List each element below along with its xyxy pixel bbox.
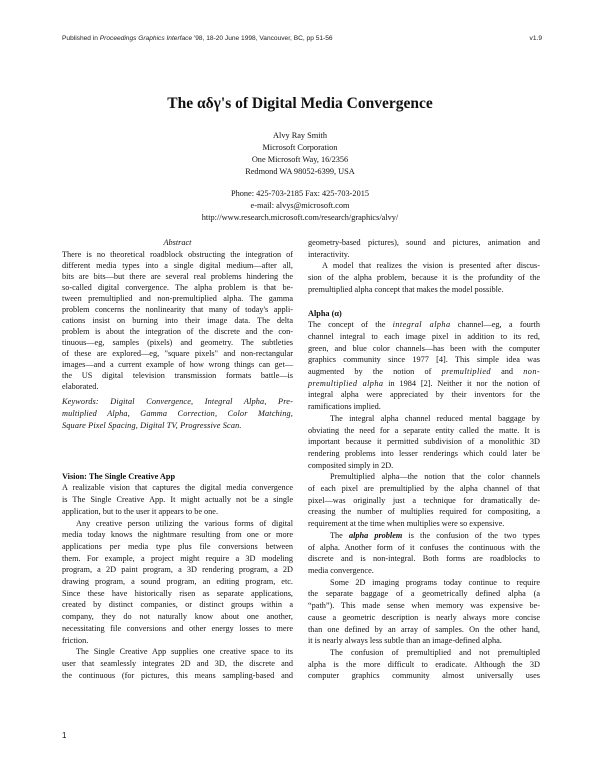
text-line: multiplied Alpha, Gamma Correction, Color Matching,	[62, 408, 293, 418]
author-address-1: One Microsoft Way, 16/2356	[251, 155, 349, 164]
text-line: A realizable vision that captures the digital media convergence	[62, 483, 293, 493]
text-span: in 1984 [2]. Neither it nor the notion of	[383, 378, 540, 388]
text-line: Premultiplied alpha—the notion that the color channels	[330, 472, 540, 482]
text-line: pixel—was originally just a technique for dramatically de-	[308, 495, 540, 505]
text-line: interactivity.	[308, 249, 350, 259]
text-line: A model that realizes the vision is presented after discus-	[322, 261, 540, 271]
contact-url[interactable]: http://www.research.microsoft.com/research/graphics/alvy/	[201, 213, 399, 222]
paragraph	[308, 260, 540, 295]
running-header-suffix: '98, 18-20 June 1998, Vancouver, BC, pp 51-56	[192, 35, 333, 42]
contact-email[interactable]: e-mail: alvys@microsoft.com	[250, 201, 350, 210]
section-heading	[308, 308, 540, 320]
text-line: green, and blue color channels—has been with the computer	[308, 343, 540, 353]
text-span: is the confusion of the two types	[402, 530, 541, 540]
text-line: sion of the alpha problem, because it is the profundity of the	[308, 273, 540, 283]
author-block	[0, 130, 600, 178]
paragraph	[308, 413, 540, 472]
text-span: augmented by the notion of	[308, 367, 442, 377]
text-line: Vision: The Single Creative App	[62, 471, 176, 481]
text-line: application, but to the user it appears to be one.	[62, 506, 219, 516]
text-line: problem is about the integration of the discrete and the con-	[62, 326, 293, 336]
keywords	[62, 396, 293, 432]
author-name: Alvy Ray Smith	[273, 131, 327, 140]
text-line: tinuous—eg, samples (pixels) and geometry. The subtleties	[62, 337, 293, 347]
text-line: Abstract	[163, 238, 192, 247]
text-line: so-called digital convergence. The alpha problem is that be-	[62, 282, 293, 292]
text-line: of each pixel are premultiplied by the alpha channel of that	[308, 484, 540, 494]
author-address-2: Redmond WA 98052-6399, USA	[245, 167, 355, 176]
abstract-heading	[62, 237, 293, 249]
text-line: the separate baggage of a geometrically defined alpha (a	[308, 589, 540, 599]
text-line: requirement at the time when multiplies were so expensive.	[308, 519, 505, 529]
text-line: than one defined by an array of samples. On the other hand,	[308, 624, 540, 634]
text-line	[308, 378, 540, 390]
text-line: is The Single Creative App. It might actually not be a single	[62, 495, 293, 505]
text-line: integral alpha were appreciated by their inventors for the	[308, 390, 540, 400]
text-line: rendering problems into lesser renderings which could later be	[308, 448, 540, 458]
text-line: ramifications implied.	[308, 402, 381, 412]
text-line: Square Pixel Spacing, Digital TV, Progressive Scan.	[62, 420, 242, 430]
author-org: Microsoft Corporation	[262, 143, 338, 152]
text-line	[308, 319, 540, 331]
text-span: and	[490, 367, 524, 377]
text-line: The confusion of premultiplied and not premultipled	[330, 647, 540, 657]
text-span: The	[330, 530, 349, 540]
paragraph	[62, 482, 293, 517]
text-line: “path”). This made sense when memory was expensive be-	[308, 601, 540, 611]
text-line: graphics community since 1977 [4]. This simple idea was	[308, 355, 540, 365]
emphasis-text: premultiplied alpha	[308, 378, 384, 388]
text-line: cause a geometric description is nearly always more concise	[308, 612, 540, 622]
text-line: discrete and is non-integral. Both forms are roadblocks to	[308, 554, 540, 564]
text-line: images—and a current example of how wrong things can get—	[62, 359, 293, 369]
text-line: Keywords: Digital Convergence, Integral Alpha, Pre-	[62, 396, 293, 406]
paragraph	[308, 647, 540, 682]
text-line: it is nearly always less subtle than an image-defined alpha.	[308, 636, 502, 646]
running-header-prefix: Published in	[62, 35, 100, 42]
text-line: necessitating file conversions and other energy losses to mere	[62, 623, 293, 633]
text-line: geometry-based pictures), sound and pictures, animation and	[308, 238, 540, 247]
paper-title: The αδγ's of Digital Media Convergence	[167, 95, 433, 112]
paragraph	[62, 646, 293, 681]
text-line: The integral alpha channel reduced mental baggage by	[330, 413, 540, 423]
text-span: The concept of the	[308, 320, 393, 330]
text-line: There is no theoretical roadblock obstructing the integration of	[62, 249, 293, 259]
paragraph	[308, 471, 540, 530]
paragraph	[62, 518, 293, 647]
text-line: media convergence.	[308, 565, 374, 575]
text-line: alpha is the more difficult to eradicate. Although the 3D	[308, 659, 540, 669]
emphasis-text: premultiplied	[441, 367, 491, 377]
text-line: user that seamlessly integrates 2D and 3D, the discrete and	[62, 658, 293, 668]
text-line: the continuous (for pictures, this means sampling-based and	[62, 670, 293, 680]
text-line: Any creative person utilizing the various forms of digital	[76, 518, 293, 528]
text-line: important because it permitted subdivision of a monolithic 3D	[308, 437, 540, 447]
left-column	[62, 237, 293, 681]
text-line: composited simply in 2D.	[308, 460, 394, 470]
text-line: them. For example, a project might require a 3D modeling	[62, 553, 293, 563]
text-line: of alpha. Another form of it confuses the continuous with the	[308, 542, 540, 552]
text-line: company, they do not naturally know about one another,	[62, 612, 293, 622]
text-line: bits are bits—but there are several real problems hindering the	[62, 271, 293, 281]
text-line: elaborated.	[62, 381, 99, 391]
text-line	[308, 530, 540, 542]
text-line: of these are explored—eg, "square pixels" and non-rectangular	[62, 348, 293, 358]
page-number: 1	[62, 731, 67, 740]
text-line: created by distinct companies, or distinct groups within a	[62, 600, 293, 610]
paragraph	[62, 249, 293, 392]
version-label: v1.9	[529, 35, 542, 42]
section-heading	[62, 471, 293, 483]
text-line: tween premultiplied and non-premultiplied alpha. The gamma	[62, 293, 293, 303]
text-line: problem concerns the nonlinearity that many of today's appli-	[62, 304, 293, 314]
contact-phone: Phone: 425-703-2185 Fax: 425-703-2015	[230, 189, 370, 198]
text-line	[308, 366, 540, 378]
text-line: computer graphics community almost universally uses	[308, 671, 540, 681]
emphasis-text: integral alpha	[392, 320, 451, 330]
right-column	[308, 237, 540, 682]
text-line: the US digital television transmission formats battle—is	[62, 370, 293, 380]
paragraph	[308, 237, 540, 260]
text-line: Alpha (α)	[308, 308, 342, 318]
text-line: program, a 2D paint program, a 3D rendering program, a 2D	[62, 565, 293, 575]
text-line: different media types into a single digital medium—after all,	[62, 260, 293, 270]
paragraph	[308, 530, 540, 577]
text-line: The Single Creative App supplies one creative space to its	[76, 647, 293, 657]
paragraph	[308, 319, 540, 413]
text-line: obviating the need for a separate entity called the matte. It is	[308, 425, 540, 435]
emphasis-text: alpha problem	[348, 530, 403, 540]
text-line: applications per media type plus file conversions between	[62, 541, 293, 551]
text-line: Some 2D imaging programs today continue to require	[330, 577, 540, 587]
running-header-venue: Proceedings Graphics Interface	[99, 35, 193, 42]
text-line: premultiplied alpha concept that makes the model possible.	[308, 284, 504, 294]
running-header	[62, 35, 542, 42]
text-line: cations insist on burning into their image data. The delta	[62, 315, 293, 325]
text-line: creasing the number of multiplies required for compositing, a	[308, 507, 540, 517]
text-line: channel integral to each image pixel in addition to its red,	[308, 331, 540, 341]
text-line: drawing program, a sound program, an editing program, etc.	[62, 577, 293, 587]
text-line: friction.	[62, 635, 89, 645]
emphasis-text: non-	[523, 367, 540, 377]
contact-block	[0, 188, 600, 224]
text-line: Since these have historically risen as separate applications,	[62, 588, 293, 598]
paragraph	[308, 577, 540, 647]
text-line: media today knows the nightmare resulting from one or more	[62, 530, 293, 540]
text-span: channel—eg, a fourth	[450, 320, 540, 330]
